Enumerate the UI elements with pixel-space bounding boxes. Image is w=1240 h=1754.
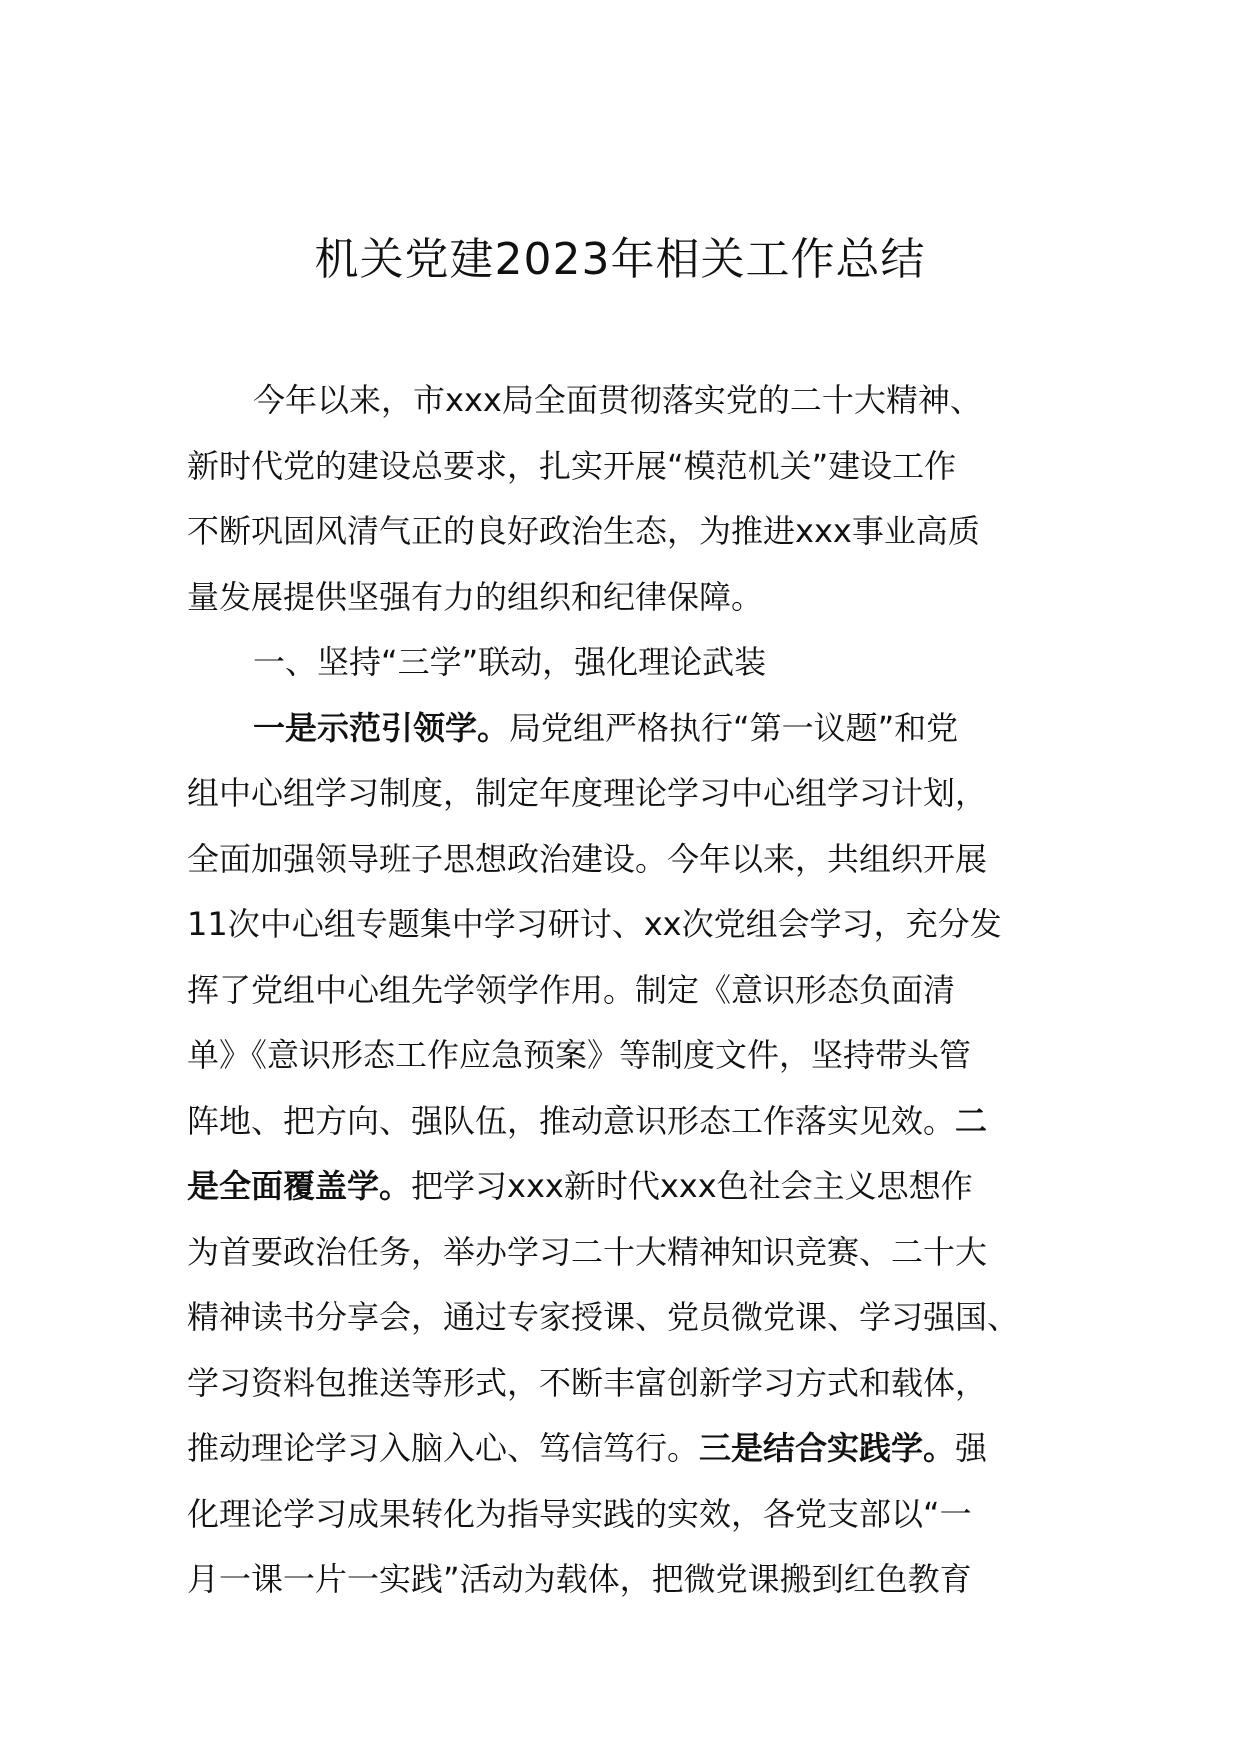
paragraph-line: 不断巩固风清气正的良好政治生态，为推进xxx事业高质 (187, 512, 980, 550)
paragraph-line: 月一课一片一实践”活动为载体，把微党课搬到红色教育 (187, 1560, 972, 1598)
line-text: 局党组严格执行“第一议题”和党 (509, 708, 959, 747)
paragraph-line: 挥了党组中心组先学领学作用。制定《意识形态负面清 (187, 970, 956, 1009)
paragraph-line (187, 1154, 1067, 1220)
paragraph-line: 11次中心组专题集中学习研讨、xx次党组会学习，充分发 (187, 905, 1002, 943)
paragraph-line: 为首要政治任务，举办学习二十大精神知识竞赛、二十大 (187, 1232, 988, 1271)
paragraph-line: 新时代党的建设总要求，扎实开展“模范机关”建设工作 (187, 446, 957, 485)
section-heading: 一、坚持“三学”联动，强化理论武装 (253, 643, 767, 681)
paragraph-line (187, 696, 1067, 762)
bold-lead-text: 二 (955, 1101, 988, 1140)
bold-lead-text: 是全面覆盖学。 (187, 1167, 412, 1205)
paragraph-line (187, 1089, 1067, 1155)
line-text: 强 (955, 1429, 988, 1467)
bold-lead-text: 一是示范引领学。 (253, 708, 510, 747)
paragraph-line: 组中心组学习制度，制定年度理论学习中心组学习计划， (187, 774, 988, 812)
bold-lead-text: 三是结合实践学。 (699, 1429, 956, 1467)
document-body (187, 368, 1067, 1613)
paragraph-line: 学习资料包推送等形式，不断丰富创新学习方式和载体， (187, 1363, 988, 1402)
paragraph-line: 今年以来，市xxx局全面贯彻落实党的二十大精神、 (253, 381, 982, 419)
paragraph-line: 化理论学习成果转化为指导实践的实效，各党支部以“一 (187, 1494, 972, 1533)
paragraph-line (187, 1416, 1067, 1482)
line-text: 把学习xxx新时代xxx色社会主义思想作 (411, 1167, 973, 1205)
paragraph-line: 精神读书分享会，通过专家授课、党员微党课、学习强国、 (187, 1298, 1020, 1336)
line-text: 推动理论学习入脑入心、笃信笃行。 (187, 1429, 700, 1467)
document-title: 机关党建2023年相关工作总结 (314, 234, 926, 285)
paragraph-line: 单》《意识形态工作应急预案》等制度文件，坚持带头管 (187, 1036, 972, 1074)
paragraph-line: 量发展提供坚强有力的组织和纪律保障。 (187, 577, 764, 616)
line-text: 阵地、把方向、强队伍，推动意识形态工作落实见效。 (187, 1101, 956, 1140)
paragraph-line: 全面加强领导班子思想政治建设。今年以来，共组织开展 (187, 839, 988, 878)
